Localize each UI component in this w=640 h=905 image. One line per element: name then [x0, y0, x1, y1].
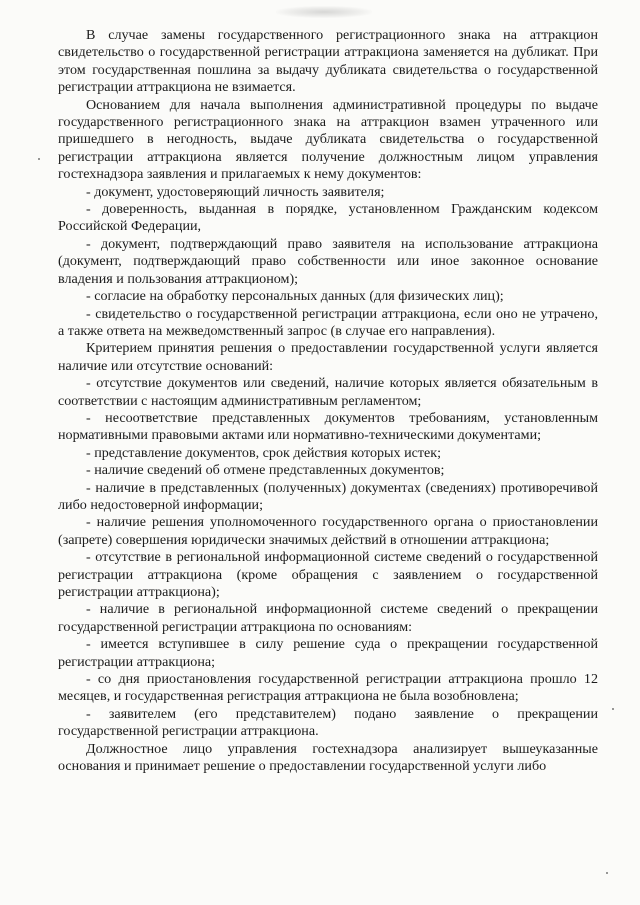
paragraph: В случае замены государственного регистрационного знака на аттракцион свидетельство о государственной регистрации аттракциона заменяется на дубликат. При этом государственная пошлина за выдачу дубликата свидетельства о государственной регистрации аттракциона не взимается.	[58, 27, 598, 96]
document-body	[58, 27, 598, 775]
list-item: - отсутствие документов или сведений, наличие которых является обязательным в соответствии с настоящим административным регламентом;	[58, 375, 598, 409]
scan-speck	[606, 872, 608, 874]
list-item: - документ, удостоверяющий личность заявителя;	[86, 183, 385, 200]
list-item: - заявителем (его представителем) подано заявление о прекращении государственной регистрации аттракциона.	[58, 705, 598, 740]
list-item: - несоответствие представленных документов требованиям, установленным нормативными правовыми актами или нормативно-техническими документами;	[58, 409, 598, 444]
list-item: - свидетельство о государственной регистрации аттракциона, если оно не утрачено, а также ответа на межведомственный запрос (в случае его направления).	[58, 305, 598, 339]
list-item: - со дня приостановления государственной регистрации аттракциона прошло 12 месяцев, и государственная регистрация аттракциона не была возобновлена;	[58, 671, 598, 705]
list-item: - представление документов, срок действия которых истек;	[86, 444, 442, 461]
scan-speck	[38, 158, 40, 160]
paragraph: Основанием для начала выполнения административной процедуры по выдаче государственного регистрационного знака на аттракцион взамен утраченного или пришедшего в негодность, выдаче дубликата свидетельства о государственной регистрации аттракциона является получение должностным лицом управления гостехнадзора заявления и прилагаемых к нему документов:	[58, 96, 598, 183]
list-item: - наличие решения уполномоченного государственного органа о приостановлении (запрете) совершения юридически значимых действий в отношении аттракциона;	[58, 514, 598, 548]
list-item: - имеется вступившее в силу решение суда о прекращении государственной регистрации аттракциона;	[58, 636, 598, 670]
scan-speck	[612, 708, 614, 710]
list-item: - отсутствие в региональной информационной системе сведений о государственной регистрации аттракциона (кроме обращения с заявлением о государственной регистрации аттракциона);	[58, 549, 598, 600]
paragraph: Критерием принятия решения о предоставлении государственной услуги является наличие или отсутствие оснований:	[58, 340, 598, 374]
list-item: - наличие в представленных (полученных) документах (сведениях) противоречивой либо недостоверной информации;	[58, 479, 598, 513]
list-item: - доверенность, выданная в порядке, установленном Гражданским кодексом Российской Федерации,	[58, 201, 598, 235]
list-item: - документ, подтверждающий право заявителя на использование аттракциона (документ, подтверждающий право собственности или иное законное основание владения и пользования аттракционом);	[58, 235, 598, 287]
list-item: - наличие сведений об отмене представленных документов;	[86, 462, 445, 479]
scan-smudge	[276, 6, 372, 18]
list-item: - наличие в региональной информационной системе сведений о прекращении государственной регистрации аттракциона по основаниям:	[58, 601, 598, 635]
list-item: - согласие на обработку персональных данных (для физических лиц);	[86, 288, 504, 305]
paragraph: Должностное лицо управления гостехнадзора анализирует вышеуказанные основания и принимает решение о предоставлении государственной услуги либо	[58, 740, 598, 775]
